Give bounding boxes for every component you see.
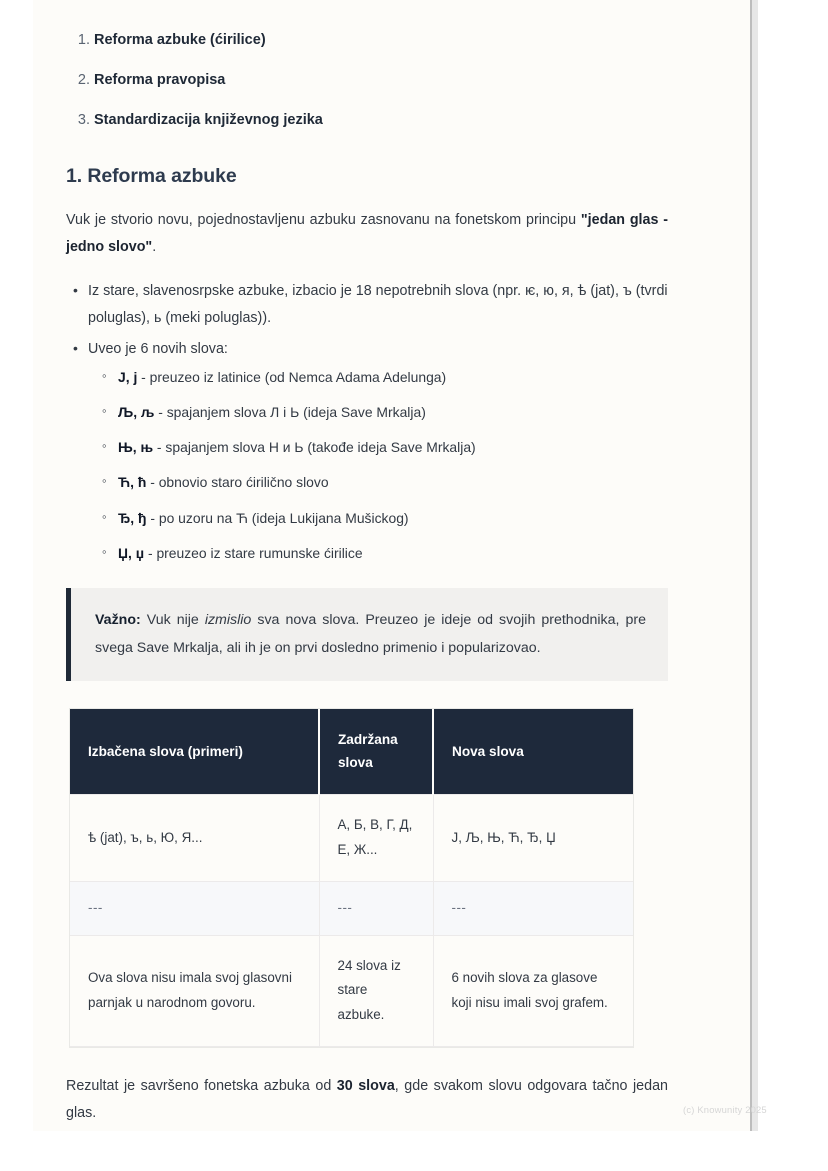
letter-description: - po uzoru na Ћ (ideja Lukijana Mušickog) bbox=[146, 509, 409, 526]
important-callout bbox=[66, 588, 668, 681]
list-item bbox=[118, 542, 668, 564]
column-header-removed: Izbačena slova (primeri) bbox=[70, 709, 319, 794]
callout-text-1: Vuk nije bbox=[140, 612, 205, 629]
list-item-label: Uveo je 6 novih slova: bbox=[88, 341, 228, 358]
closing-paragraph bbox=[66, 1073, 668, 1126]
list-item: Standardizacija književnog jezika bbox=[94, 112, 323, 129]
list-item: Reforma azbuke (ćirilice) bbox=[94, 32, 266, 48]
callout-label: Važno: bbox=[95, 612, 141, 629]
table-cell: ѣ (jat), ъ, ь, Ю, Я... bbox=[70, 795, 319, 882]
letter-glyph: Ћ, ћ bbox=[118, 474, 147, 491]
intro-paragraph bbox=[66, 207, 668, 260]
closing-text-1: Rezultat je savršeno fonetska azbuka od bbox=[66, 1078, 337, 1095]
callout-italic: izmislio bbox=[204, 612, 252, 629]
document-content bbox=[66, 30, 668, 1131]
letter-description: - preuzeo iz latinice (od Nemca Adama Adelunga) bbox=[137, 368, 447, 385]
new-letters-sublist bbox=[88, 366, 668, 565]
table-cell: А, Б, В, Г, Д, Е, Ж... bbox=[319, 795, 433, 882]
letter-description: - spajanjem slova Л i Ь (ideja Save Mrkalja) bbox=[154, 403, 426, 420]
table-header-row bbox=[70, 709, 633, 794]
table-row bbox=[70, 935, 633, 1046]
table-row bbox=[70, 881, 633, 935]
table-body bbox=[70, 795, 633, 1047]
letter-description: - spajanjem slova Н и Ь (takođe ideja Save Mrkalja) bbox=[153, 439, 476, 456]
list-item: • Iz stare, slavenosrpske azbuke, izbacio je 18 nepotrebnih slova (npr. ѥ, ю, я, ѣ (jat), ъ (tvrdi poluglas), ь (meki poluglas)). bbox=[88, 278, 668, 331]
callout-text-2: sva nova slova. Preuzeo je ideje od svojih prethodnika, pre svega Save Mrkalja, ali ih je on prvi dosledno primenio i popularizovao. bbox=[95, 612, 646, 656]
letter-glyph: Ђ, ђ bbox=[118, 509, 147, 526]
list-item bbox=[118, 507, 668, 529]
document-page bbox=[33, 0, 751, 1131]
letter-glyph: J, j bbox=[118, 368, 138, 385]
list-item: Reforma pravopisa bbox=[94, 72, 226, 89]
callout-paragraph bbox=[95, 607, 646, 662]
azbuka-bullet-list bbox=[66, 278, 668, 564]
page-scrollbar[interactable] bbox=[750, 0, 758, 1131]
table-cell: 6 novih slova za glasove koji nisu imali svoj grafem. bbox=[433, 935, 633, 1046]
list-item bbox=[118, 401, 668, 423]
column-header-new: Nova slova bbox=[433, 709, 633, 794]
intro-text-2: . bbox=[152, 238, 157, 255]
reform-ordered-list bbox=[66, 30, 668, 131]
list-item bbox=[118, 366, 668, 388]
table-cell: --- bbox=[319, 881, 433, 935]
watermark: (c) Knowunity 2025 bbox=[683, 1104, 767, 1115]
section-heading: 1. Reforma azbuke bbox=[66, 165, 237, 188]
list-item bbox=[118, 436, 668, 458]
letter-glyph: Џ, џ bbox=[118, 544, 145, 561]
table-cell: J, Љ, Њ, Ћ, Ђ, Џ bbox=[433, 795, 633, 882]
table-cell: 24 slova iz stare azbuke. bbox=[319, 935, 433, 1046]
letter-glyph: Љ, љ bbox=[118, 403, 155, 420]
table-header bbox=[70, 709, 633, 794]
letter-description: - preuzeo iz stare rumunske ćirilice bbox=[144, 544, 363, 561]
azbuka-comparison-table bbox=[70, 709, 633, 1047]
letter-description: - obnovio staro ćirilično slovo bbox=[146, 474, 329, 491]
column-header-kept: Zadržana slova bbox=[319, 709, 433, 794]
list-item bbox=[88, 336, 668, 564]
closing-bold: 30 slova bbox=[336, 1078, 395, 1095]
table-cell: --- bbox=[70, 881, 319, 935]
list-item bbox=[118, 471, 668, 493]
scrollbar-thumb[interactable] bbox=[750, 0, 752, 1131]
letter-glyph: Њ, њ bbox=[118, 439, 154, 456]
table-row bbox=[70, 795, 633, 882]
table-cell: Ova slova nisu imala svoj glasovni parnjak u narodnom govoru. bbox=[70, 935, 319, 1046]
closing-text-2: , gde svakom slovu odgovara tačno jedan glas. bbox=[66, 1078, 668, 1121]
intro-text-1: Vuk je stvorio novu, pojednostavljenu azbuku zasnovanu na fonetskom principu bbox=[66, 212, 581, 229]
intro-bold: "jedan glas - jedno slovo" bbox=[66, 212, 668, 255]
table-cell: --- bbox=[433, 881, 633, 935]
